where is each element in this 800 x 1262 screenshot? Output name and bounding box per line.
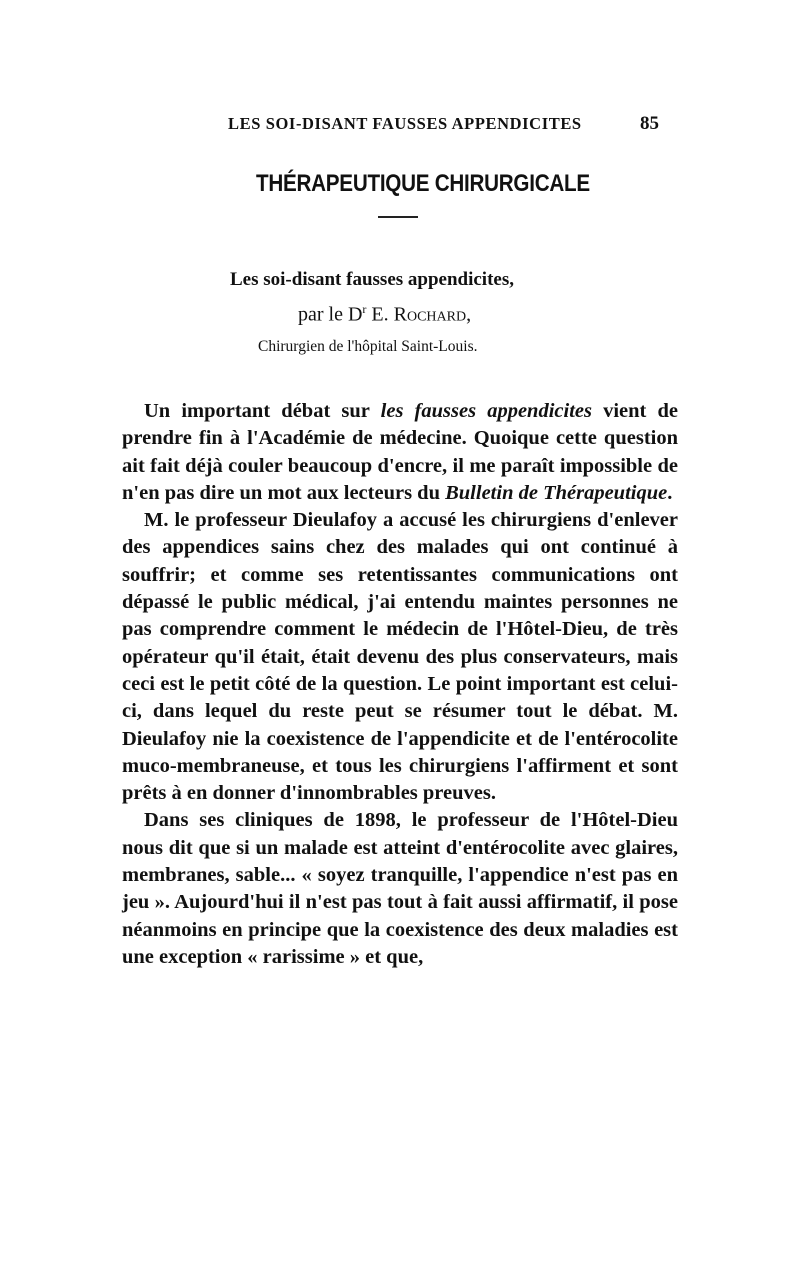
article-body [122, 398, 678, 971]
p1-text-b: vient de prendre fin à l'Académie de médecine. Quoique cette question ait fait déjà couler beaucoup d'encre, il me paraît impossible de n'en pas dire un mot aux lecteurs du [122, 400, 679, 504]
p1-text-c: . [667, 481, 673, 504]
article-title: Les soi-disant fausses appendicites, [230, 269, 514, 290]
author-name: Rochard [393, 303, 467, 326]
page-number: 85 [640, 113, 659, 134]
paragraph-2: M. le professeur Dieulafoy a accusé les chirurgiens d'enlever des appendices sains chez des malades qui ont continué à souffrir; et comme ses retentissantes communications ont dépassé le public médical, j'ai entendu maintes personnes ne pas comprendre comment le médecin de l'Hôtel-Dieu, de très opérateur qu'il était, était devenu des plus conservateurs, mais ceci est le petit côté de la question. Le point important est celui-ci, dans lequel du reste peut se résumer tout le débat. M. Dieulafoy nie la coexistence de l'appendicite et de l'entérocolite muco-membraneuse, et tous les chirurgiens l'affirment et sont prêts à en donner d'innombrables preuves. [122, 509, 678, 805]
byline-prefix: par le D [298, 303, 363, 326]
p1-journal-title: Bulletin de Thérapeutique [445, 481, 668, 504]
section-title: THÉRAPEUTIQUE CHIRURGICALE [256, 170, 590, 197]
paragraph-3: Dans ses cliniques de 1898, le professeur de l'Hôtel-Dieu nous dit que si un malade est atteint d'entérocolite avec glaires, membranes, sable... « soyez tranquille, l'appendice n'est pas en jeu ». Aujourd'hui il n'est pas tout à fait aussi affirmatif, il pose néanmoins en principe que la coexistence des deux maladies est une exception « rarissime » et que, [122, 809, 678, 968]
p1-italic-phrase: les fausses appendicites [380, 400, 592, 422]
running-header: LES SOI-DISANT FAUSSES APPENDICITES [228, 114, 582, 133]
author-initial: E. [371, 303, 389, 326]
byline-suffix: , [466, 303, 472, 326]
paragraph-1 [122, 398, 678, 507]
byline-sup: r [362, 302, 367, 316]
author-byline [298, 302, 471, 327]
p1-text-a: Un important débat sur [144, 400, 381, 422]
title-rule [378, 216, 418, 218]
author-affiliation: Chirurgien de l'hôpital Saint-Louis. [258, 338, 478, 355]
